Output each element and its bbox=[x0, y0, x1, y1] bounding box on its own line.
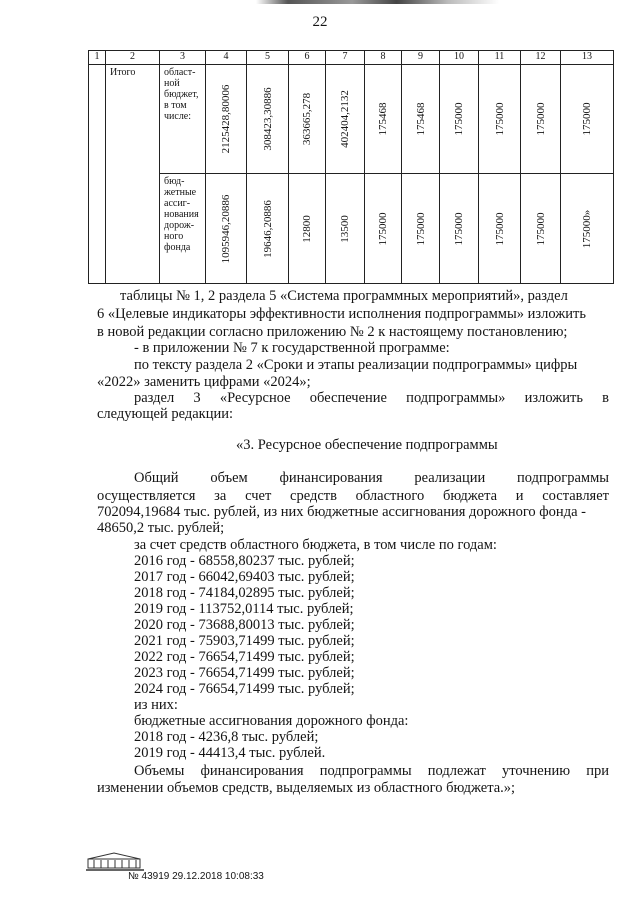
value-cell bbox=[206, 65, 247, 174]
paragraph-line: 48650,2 тыс. рублей; bbox=[97, 520, 225, 536]
value-cell bbox=[440, 65, 479, 174]
table-row bbox=[89, 65, 614, 174]
column-header: 1 bbox=[89, 51, 106, 65]
value: 175468 bbox=[377, 102, 389, 136]
column-header: 13 bbox=[561, 51, 614, 65]
row-label-text: бюд- жетные ассиг- нования дорож- ного фонда bbox=[164, 176, 199, 253]
row-label-text: област- ной бюджет, в том числе: bbox=[164, 67, 199, 122]
paragraph-line: раздел 3 «Ресурсное обеспечение подпрограммы» изложить в bbox=[134, 390, 609, 406]
itogo-cell: Итого bbox=[106, 65, 160, 284]
value-cell bbox=[247, 65, 289, 174]
value-cell bbox=[479, 65, 521, 174]
paragraph-line: по тексту раздела 2 «Сроки и этапы реализации подпрограммы» цифры bbox=[134, 357, 578, 373]
column-header: 5 bbox=[247, 51, 289, 65]
paragraph-line: бюджетные ассигнования дорожного фонда: bbox=[134, 713, 409, 729]
year-line: 2023 год - 76654,71499 тыс. рублей; bbox=[134, 665, 355, 681]
table-header-row bbox=[89, 51, 614, 65]
column-header: 9 bbox=[402, 51, 440, 65]
value: 308423,30886 bbox=[261, 87, 274, 151]
value-cell bbox=[479, 174, 521, 284]
row-label bbox=[160, 174, 206, 284]
value-cell bbox=[365, 174, 402, 284]
value: 402404,2132 bbox=[339, 90, 351, 148]
value-cell bbox=[561, 65, 614, 174]
value-cell bbox=[289, 65, 326, 174]
section-title: «3. Ресурсное обеспечение подпрограммы bbox=[236, 437, 498, 453]
year-line: 2022 год - 76654,71499 тыс. рублей; bbox=[134, 649, 355, 665]
column-header: 4 bbox=[206, 51, 247, 65]
value: 175000 bbox=[493, 212, 506, 245]
paragraph-line: изменении объемов средств, выделяемых из областного бюджета.»; bbox=[97, 780, 516, 796]
value-cell bbox=[289, 174, 326, 284]
column-header: 8 bbox=[365, 51, 402, 65]
value-cell bbox=[326, 65, 365, 174]
year-line: 2017 год - 66042,69403 тыс. рублей; bbox=[134, 569, 355, 585]
value-cell bbox=[561, 174, 614, 284]
value: 175000» bbox=[581, 209, 593, 248]
table-row bbox=[89, 174, 614, 284]
value-cell bbox=[402, 65, 440, 174]
value: 175000 bbox=[453, 102, 465, 136]
value: 175000 bbox=[581, 102, 593, 136]
paragraph-line: из них: bbox=[134, 697, 178, 713]
value: 175000 bbox=[377, 212, 389, 245]
paragraph-line: таблицы № 1, 2 раздела 5 «Система программных мероприятий», раздел bbox=[120, 288, 568, 304]
paragraph-line: осуществляется за счет средств областного бюджета и составляет bbox=[97, 488, 609, 504]
value: 175000 bbox=[534, 102, 547, 136]
column-header: 10 bbox=[440, 51, 479, 65]
row-label bbox=[160, 65, 206, 174]
empty-cell bbox=[89, 65, 106, 284]
paragraph-line: 702094,19684 тыс. рублей, из них бюджетные ассигнования дорожного фонда - bbox=[97, 504, 586, 520]
paragraph-line: Общий объем финансирования реализации подпрограммы bbox=[134, 470, 609, 486]
year-line: 2021 год - 75903,71499 тыс. рублей; bbox=[134, 633, 355, 649]
paragraph-line: за счет средств областного бюджета, в том числе по годам: bbox=[134, 537, 497, 553]
year-line: 2018 год - 4236,8 тыс. рублей; bbox=[134, 729, 319, 745]
value: 12800 bbox=[301, 214, 313, 243]
value: 13500 bbox=[339, 214, 351, 243]
year-line: 2018 год - 74184,02895 тыс. рублей; bbox=[134, 585, 355, 601]
column-header: 11 bbox=[479, 51, 521, 65]
year-line: 2019 год - 113752,0114 тыс. рублей; bbox=[134, 601, 354, 617]
value: 19646,20886 bbox=[261, 199, 274, 258]
year-line: 2020 год - 73688,80013 тыс. рублей; bbox=[134, 617, 355, 633]
value-cell bbox=[440, 174, 479, 284]
scan-artifact bbox=[0, 0, 640, 4]
value: 363665,278 bbox=[301, 92, 313, 146]
value: 175000 bbox=[534, 212, 547, 245]
paragraph-line: «2022» заменить цифрами «2024»; bbox=[97, 374, 311, 390]
financing-table bbox=[88, 50, 614, 284]
paragraph-line: в новой редакции согласно приложению № 2 к настоящему постановлению; bbox=[97, 324, 568, 340]
year-line: 2016 год - 68558,80237 тыс. рублей; bbox=[134, 553, 355, 569]
column-header: 2 bbox=[106, 51, 160, 65]
value-cell bbox=[521, 65, 561, 174]
value-cell bbox=[402, 174, 440, 284]
value-cell bbox=[206, 174, 247, 284]
document-footer: № 43919 29.12.2018 10:08:33 bbox=[128, 871, 264, 882]
year-line: 2024 год - 76654,71499 тыс. рублей; bbox=[134, 681, 355, 697]
year-line: 2019 год - 44413,4 тыс. рублей. bbox=[134, 745, 326, 761]
column-header: 7 bbox=[326, 51, 365, 65]
paragraph-line: Объемы финансирования подпрограммы подлежат уточнению при bbox=[134, 763, 609, 779]
value-cell bbox=[365, 65, 402, 174]
value-cell bbox=[247, 174, 289, 284]
paragraph-line: - в приложении № 7 к государственной программе: bbox=[134, 340, 450, 356]
column-header: 3 bbox=[160, 51, 206, 65]
value: 1095946,20886 bbox=[220, 194, 232, 263]
value: 175468 bbox=[414, 102, 427, 136]
value: 175000 bbox=[493, 102, 506, 136]
value-cell bbox=[521, 174, 561, 284]
value-cell bbox=[326, 174, 365, 284]
paragraph-line: следующей редакции: bbox=[97, 406, 234, 422]
page-number: 22 bbox=[312, 14, 328, 30]
paragraph-line: 6 «Целевые индикаторы эффективности исполнения подпрограммы» изложить bbox=[97, 306, 586, 322]
column-header: 12 bbox=[521, 51, 561, 65]
value: 2125428,80006 bbox=[220, 84, 232, 154]
building-logo-icon bbox=[84, 851, 146, 873]
value: 175000 bbox=[453, 212, 465, 245]
column-header: 6 bbox=[289, 51, 326, 65]
value: 175000 bbox=[414, 212, 427, 245]
